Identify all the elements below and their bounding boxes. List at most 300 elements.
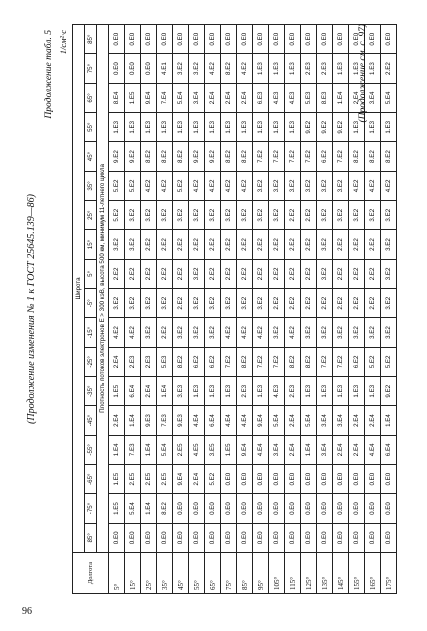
flux-value-cell: 0.E0 [301,25,317,54]
flux-value-cell: 1.E5 [109,494,125,523]
flux-value-cell: 7.E2 [333,142,349,171]
flux-value-cell: 2.E4 [349,406,365,435]
column-header: -15° [85,318,97,347]
flux-value-cell: 7.E2 [253,142,269,171]
flux-value-cell: 2.E5 [141,465,157,494]
flux-value-cell: 7.E2 [269,347,285,376]
longitude-cell: 155° [349,553,365,594]
flux-value-cell: 2.E2 [237,230,253,259]
flux-value-cell: 5.E4 [381,83,397,112]
flux-value-cell: 2.E3 [301,54,317,83]
longitude-cell: 105° [269,553,285,594]
flux-value-cell: 1.E4 [333,83,349,112]
flux-value-cell: 3.E2 [317,318,333,347]
flux-value-cell: 9.E4 [173,465,189,494]
flux-value-cell: 2.E2 [301,289,317,318]
flux-value-cell: 0.E0 [221,465,237,494]
flux-value-cell: 6.E4 [205,406,221,435]
flux-value-cell: 1.E3 [365,54,381,83]
flux-value-cell: 0.E0 [109,54,125,83]
flux-value-cell: 9.E2 [333,113,349,142]
flux-value-cell: 9.E3 [173,406,189,435]
flux-value-cell: 2.E2 [333,259,349,288]
flux-value-cell: 2.E4 [141,377,157,406]
flux-value-cell: 7.E2 [253,347,269,376]
longitude-cell: 55° [189,553,205,594]
flux-value-cell: 0.E0 [189,25,205,54]
flux-value-cell: 1.E3 [285,113,301,142]
flux-value-cell: 1.E3 [381,113,397,142]
flux-value-cell: 0.E0 [269,25,285,54]
longitude-cell: 25° [141,553,157,594]
flux-value-cell: 8.E2 [349,142,365,171]
flux-value-cell: 9.E2 [381,377,397,406]
table-body [109,25,397,594]
longitude-cell: 145° [333,553,349,594]
longitude-cell: 95° [253,553,269,594]
flux-value-cell: 3.E4 [317,435,333,464]
flux-value-cell: 3.E2 [269,318,285,347]
continuation-note: (Продолжение см. с. 97) [358,24,368,123]
flux-value-cell: 2.E2 [333,230,349,259]
flux-value-cell: 2.E2 [173,259,189,288]
flux-value-cell: 3.E2 [189,201,205,230]
flux-value-cell: 1.E4 [141,435,157,464]
flux-value-cell: 3.E2 [333,201,349,230]
flux-value-cell: 2.E2 [365,259,381,288]
flux-value-cell: 5.E2 [109,171,125,200]
flux-value-cell: 3.E4 [189,83,205,112]
flux-value-cell: 0.E0 [157,25,173,54]
flux-value-cell: 3.E2 [349,318,365,347]
flux-value-cell: 1.E3 [349,113,365,142]
longitude-cell: 15° [125,553,141,594]
longitude-cell: 175° [381,553,397,594]
column-header: 5° [85,259,97,288]
flux-value-cell: 0.E0 [221,25,237,54]
flux-value-cell: 1.E3 [333,377,349,406]
flux-value-cell: 2.E3 [125,347,141,376]
flux-value-cell: 3.E2 [125,201,141,230]
flux-value-cell: 2.E2 [285,230,301,259]
flux-value-cell: 2.E2 [221,230,237,259]
flux-value-cell: 6.E3 [253,83,269,112]
column-header: 55° [85,113,97,142]
flux-value-cell: 7.E2 [333,347,349,376]
flux-value-cell: 0.E0 [365,523,381,552]
flux-value-cell: 0.E0 [381,465,397,494]
flux-value-cell: 0.E0 [141,54,157,83]
flux-value-cell: 2.E2 [301,201,317,230]
page-number: 96 [22,606,32,617]
flux-value-cell: 0.E0 [317,25,333,54]
flux-value-cell: 0.E0 [253,523,269,552]
flux-value-cell: 3.E2 [349,201,365,230]
flux-value-cell: 9.E4 [253,406,269,435]
flux-value-cell: 2.E2 [157,318,173,347]
flux-value-cell: 5.E2 [365,347,381,376]
flux-value-cell: 4.E2 [125,318,141,347]
flux-value-cell: 0.E0 [301,523,317,552]
flux-value-cell: 0.E0 [333,465,349,494]
table-row [173,25,189,594]
flux-value-cell: 3.E2 [317,171,333,200]
flux-value-cell: 0.E0 [365,25,381,54]
corner-header: Долгота [73,553,109,594]
flux-value-cell: 3.E2 [173,201,189,230]
flux-value-cell: 1.E4 [301,435,317,464]
flux-value-cell: 2.E4 [237,83,253,112]
flux-value-cell: 8.E2 [285,347,301,376]
longitude-cell: 35° [157,553,173,594]
flux-value-cell: 8.E4 [109,83,125,112]
column-header: 15° [85,230,97,259]
flux-value-cell: 1.E3 [269,113,285,142]
column-header: -75° [85,494,97,523]
flux-value-cell: 2.E2 [253,259,269,288]
flux-value-cell: 4.E4 [253,435,269,464]
flux-value-cell: 2.E2 [205,259,221,288]
flux-value-cell: 0.E0 [333,25,349,54]
flux-value-cell: 1.E3 [253,113,269,142]
flux-value-cell: 3.E4 [269,435,285,464]
flux-value-cell: 3.E2 [141,318,157,347]
flux-value-cell: 4.E2 [365,171,381,200]
flux-value-cell: 0.E0 [109,523,125,552]
flux-value-cell: 2.E2 [141,259,157,288]
flux-value-cell: 3.E2 [365,318,381,347]
column-header-row [85,25,97,594]
flux-value-cell: 2.E2 [237,259,253,288]
flux-value-cell: 9.E2 [317,113,333,142]
flux-value-cell: 3.E2 [125,289,141,318]
flux-value-cell: 2.E5 [173,435,189,464]
flux-value-cell: 3.E2 [237,289,253,318]
flux-value-cell: 0.E0 [333,494,349,523]
rotated-content [22,24,393,594]
flux-value-cell: 3.E4 [365,83,381,112]
column-header: 85° [85,25,97,54]
flux-value-cell: 2.E2 [173,289,189,318]
flux-value-cell: 3.E2 [317,259,333,288]
longitude-cell: 85° [237,553,253,594]
flux-value-cell: 3.E2 [221,201,237,230]
flux-value-cell: 3.E2 [189,289,205,318]
flux-value-cell: 1.E3 [333,54,349,83]
flux-value-cell: 3.E2 [381,259,397,288]
flux-value-cell: 3.E2 [285,171,301,200]
table-row [205,25,221,594]
flux-value-cell: 2.E5 [157,465,173,494]
flux-value-cell: 3.E2 [205,289,221,318]
flux-value-cell: 0.E0 [253,465,269,494]
latitude-group-header: Широта [73,25,85,553]
flux-value-cell: 8.E2 [141,142,157,171]
flux-value-cell: 2.E2 [205,230,221,259]
flux-value-cell: 2.E4 [333,435,349,464]
flux-value-cell: 0.E0 [285,523,301,552]
table-row [125,25,141,594]
flux-value-cell: 4.E2 [189,171,205,200]
flux-value-cell: 4.E3 [269,83,285,112]
flux-value-cell: 2.E2 [365,230,381,259]
flux-value-cell: 1.E3 [157,113,173,142]
flux-value-cell: 3.E2 [301,318,317,347]
flux-value-cell: 0.E0 [141,25,157,54]
flux-value-cell: 3.E2 [125,230,141,259]
flux-value-cell: 2.E4 [205,83,221,112]
unit-label: 1/см²·с [58,30,68,55]
flux-value-cell: 2.E4 [285,435,301,464]
longitude-cell: 165° [365,553,381,594]
flux-value-cell: 2.E2 [349,259,365,288]
flux-value-cell: 2.E2 [301,259,317,288]
flux-value-cell: 2.E3 [237,377,253,406]
flux-value-cell: 1.E3 [285,54,301,83]
flux-value-cell: 3.E2 [205,318,221,347]
flux-value-cell: 1.E3 [317,377,333,406]
table-row [221,25,237,594]
flux-value-cell: 4.E5 [189,435,205,464]
flux-value-cell: 3.E2 [317,230,333,259]
flux-value-cell: 0.E0 [381,523,397,552]
flux-value-cell: 3.E2 [173,54,189,83]
table-row [157,25,173,594]
flux-value-cell: 4.E2 [205,171,221,200]
flux-value-cell: 1.E3 [125,113,141,142]
flux-value-cell: 7.E3 [157,406,173,435]
column-header: 85° [85,523,97,552]
flux-value-cell: 0.E0 [205,25,221,54]
flux-value-cell: 1.E3 [253,54,269,83]
flux-value-cell: 1.E3 [253,377,269,406]
subheader-row [97,25,109,594]
longitude-cell: 135° [317,553,333,594]
flux-value-cell: 1.E4 [109,435,125,464]
table-row [141,25,157,594]
flux-value-cell: 2.E4 [349,435,365,464]
flux-value-cell: 3.E2 [253,171,269,200]
flux-value-cell: 3.E3 [173,377,189,406]
flux-value-cell: 9.E2 [189,142,205,171]
flux-value-cell: 2.E2 [365,289,381,318]
flux-value-cell: 0.E0 [269,523,285,552]
flux-value-cell: 1.E3 [221,377,237,406]
flux-value-cell: 2.E2 [173,230,189,259]
flux-value-cell: 1.E5 [109,465,125,494]
flux-value-cell: 3.E4 [317,406,333,435]
flux-value-cell: 6.E2 [349,347,365,376]
flux-value-cell: 3.E2 [221,289,237,318]
flux-value-cell: 3.E2 [109,289,125,318]
flux-value-cell: 0.E0 [317,494,333,523]
flux-value-cell: 1.E4 [381,406,397,435]
flux-value-cell: 0.E0 [349,465,365,494]
column-header: -5° [85,289,97,318]
amendment-caption: (Продолжение изменения № 1 к ГОСТ 25645.139—86) [26,194,37,424]
flux-value-cell: 6.E4 [381,435,397,464]
flux-value-cell: 5.E4 [125,494,141,523]
flux-value-cell: 8.E2 [237,347,253,376]
flux-value-cell: 1.E3 [365,377,381,406]
flux-value-cell: 0.E0 [205,523,221,552]
table-row [301,25,317,594]
flux-value-cell: 4.E3 [285,83,301,112]
flux-value-cell: 4.E2 [285,318,301,347]
column-header: -35° [85,377,97,406]
flux-value-cell: 3.E2 [157,289,173,318]
flux-value-cell: 0.E0 [349,25,365,54]
flux-value-cell: 3.E2 [381,230,397,259]
flux-value-cell: 0.E0 [349,523,365,552]
flux-value-cell: 3.E2 [317,201,333,230]
flux-value-cell: 8.E2 [237,142,253,171]
flux-value-cell: 2.E2 [349,230,365,259]
flux-value-cell: 0.E0 [285,494,301,523]
flux-value-cell: 2.E2 [301,230,317,259]
flux-value-cell: 3.E4 [333,406,349,435]
flux-value-cell: 3.E2 [109,230,125,259]
flux-value-cell: 4.E4 [365,435,381,464]
table-row [109,25,125,594]
flux-value-cell: 7.E4 [157,83,173,112]
flux-value-cell: 2.E2 [189,230,205,259]
flux-value-cell: 0.E0 [237,523,253,552]
flux-value-cell: 0.E0 [381,25,397,54]
flux-value-cell: 3.E2 [381,318,397,347]
table-row [381,25,397,594]
flux-value-cell: 1.E3 [173,113,189,142]
flux-value-cell: 4.E1 [157,54,173,83]
flux-value-cell: 3.E2 [333,318,349,347]
flux-value-cell: 7.E2 [317,347,333,376]
flux-value-cell: 1.E5 [109,377,125,406]
flux-value-cell: 1.E5 [125,83,141,112]
column-header: 25° [85,201,97,230]
flux-value-cell: 3.E2 [205,201,221,230]
longitude-cell: 125° [301,553,317,594]
flux-value-cell: 1.E4 [141,494,157,523]
flux-value-cell: 2.E2 [141,230,157,259]
flux-value-cell: 4.E3 [269,377,285,406]
flux-value-cell: 0.E0 [381,494,397,523]
flux-value-cell: 0.E0 [269,465,285,494]
flux-value-cell: 0.E0 [205,494,221,523]
column-header: 75° [85,54,97,83]
flux-value-cell: 3.E2 [157,201,173,230]
table-row [237,25,253,594]
flux-value-cell: 8.E2 [173,142,189,171]
flux-value-cell: 2.E2 [269,289,285,318]
flux-value-cell: 1.E3 [301,377,317,406]
flux-value-cell: 4.E2 [349,171,365,200]
flux-value-cell: 0.E0 [125,54,141,83]
flux-value-cell: 5.E4 [173,83,189,112]
flux-value-cell: 0.E0 [141,523,157,552]
flux-value-cell: 4.E2 [221,318,237,347]
flux-value-cell: 0.E0 [221,523,237,552]
flux-value-cell: 7.E2 [269,142,285,171]
flux-value-cell: 9.E4 [237,435,253,464]
flux-value-cell: 0.E0 [221,494,237,523]
flux-value-cell: 6.E2 [189,347,205,376]
flux-value-cell: 5.E3 [301,83,317,112]
flux-value-cell: 2.E4 [349,83,365,112]
flux-value-cell: 1.E3 [205,377,221,406]
flux-value-cell: 3.E2 [269,201,285,230]
flux-value-cell: 3.E2 [189,259,205,288]
column-header: -65° [85,465,97,494]
flux-value-cell: 4.E2 [237,318,253,347]
flux-value-cell: 8.E2 [365,142,381,171]
flux-value-cell: 1.E3 [365,113,381,142]
flux-value-cell: 2.E4 [285,406,301,435]
flux-value-cell: 2.E2 [125,259,141,288]
flux-value-cell: 5.E4 [269,406,285,435]
flux-value-cell: 0.E0 [301,465,317,494]
flux-value-cell: 8.E2 [157,142,173,171]
table-row [333,25,349,594]
flux-value-cell: 0.E0 [365,465,381,494]
flux-value-cell: 2.E3 [317,54,333,83]
flux-value-cell: 4.E2 [205,54,221,83]
longitude-cell: 75° [221,553,237,594]
flux-value-cell: 5.E4 [157,435,173,464]
flux-value-cell: 7.E2 [285,142,301,171]
flux-value-cell: 1.E3 [189,113,205,142]
flux-value-cell: 4.E2 [109,318,125,347]
flux-value-cell: 3.E2 [253,201,269,230]
flux-value-cell: 0.E0 [189,494,205,523]
flux-value-cell: 0.E0 [253,494,269,523]
flux-value-cell: 5.E2 [125,171,141,200]
flux-value-cell: 0.E0 [349,494,365,523]
table-caption: Продолжение табл. 5 [44,30,54,119]
flux-table [72,24,397,594]
column-header: -55° [85,435,97,464]
flux-value-cell: 0.E0 [301,494,317,523]
flux-value-cell: 1.E3 [269,54,285,83]
flux-value-cell: 3.E2 [141,201,157,230]
flux-value-cell: 8.E2 [173,347,189,376]
table-row [285,25,301,594]
flux-value-cell: 0.E0 [109,25,125,54]
flux-value-cell: 2.E4 [189,465,205,494]
flux-value-cell: 3.E2 [173,318,189,347]
flux-value-cell: 2.E3 [141,347,157,376]
longitude-cell: 65° [205,553,221,594]
flux-value-cell: 4.E2 [141,171,157,200]
flux-value-cell: 5.E2 [109,201,125,230]
flux-value-cell: 2.E5 [125,465,141,494]
flux-value-cell: 9.E2 [301,113,317,142]
flux-value-cell: 1.E3 [349,377,365,406]
flux-value-cell: 9.E2 [205,142,221,171]
flux-value-cell: 2.E4 [109,406,125,435]
table-subheader: Плотность потоков электронов E > 300 кэВ, высота 500 км, минимум 11-летнего цикла [97,25,109,553]
flux-value-cell: 6.E4 [125,377,141,406]
flux-value-cell: 4.E2 [381,171,397,200]
flux-value-cell: 3.E2 [237,201,253,230]
flux-value-cell: 2.E2 [349,289,365,318]
flux-value-cell: 9.E4 [141,83,157,112]
flux-value-cell: 0.E0 [365,494,381,523]
flux-value-cell: 1.E3 [205,113,221,142]
flux-value-cell: 1.E4 [125,406,141,435]
flux-value-cell: 4.E4 [221,406,237,435]
flux-value-cell: 8.E2 [221,54,237,83]
flux-value-cell: 0.E0 [317,523,333,552]
